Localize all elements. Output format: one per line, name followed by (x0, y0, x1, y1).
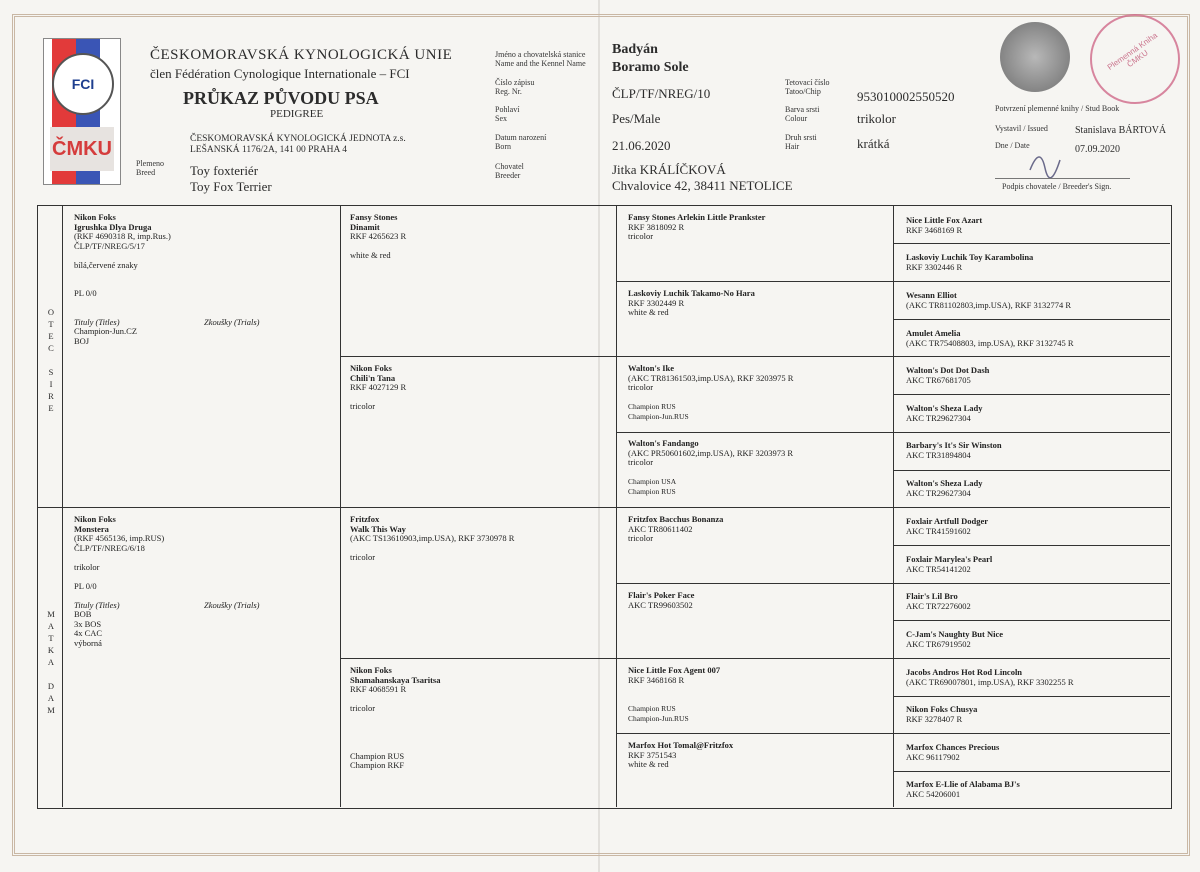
cmku-logo-icon: ČMKU (50, 127, 114, 171)
gen4-cell-12: C-Jam's Naughty But Nice AKC TR67919502 (906, 629, 1004, 649)
breed-en: Toy Fox Terrier (190, 179, 272, 194)
sex-label: Pohlaví Sex (495, 105, 520, 123)
org-member: člen Fédération Cynologique Internationale – FCI (150, 66, 410, 81)
dog-name2: Boramo Sole (612, 60, 689, 75)
gen2-cell-3: Fritzfox Walk This Way (AKC TS13610903,imp.USA), RKF 3730978 R tricolor (350, 514, 515, 562)
issued-by: Stanislava BÁRTOVÁ (1075, 125, 1167, 136)
issue-date: 07.09.2020 (1075, 144, 1120, 155)
gen3-cell-2: Laskoviy Luchik Takamo-No Hara RKF 3302449 R white & red (628, 288, 755, 317)
issued-label: Vystavil / Issued (995, 124, 1048, 133)
gen4-cell-14: Nikon Foks Chusya RKF 3278407 R (906, 704, 978, 724)
breeder-address: Chvalovice 42, 38411 NETOLICE (612, 178, 793, 193)
gen4-cell-2: Laskoviy Luchik Toy Karambolina RKF 3302446 R (906, 252, 1034, 272)
org-name: ČESKOMORAVSKÁ KYNOLOGICKÁ UNIE (150, 47, 453, 63)
breeder-name: Jitka KRÁLÍČKOVÁ (612, 162, 726, 177)
hologram-icon (1000, 22, 1070, 92)
name-label: Jméno a chovatelská stanice Name and the Kennel Name (495, 50, 586, 68)
gen3-cell-7: Nice Little Fox Agent 007 RKF 3468168 R Champion RUS Champion-Jun.RUS (628, 665, 721, 723)
sire-cell: Nikon Foks Igrushka Dlya Druga (RKF 4690318 R, imp.Rus.) ČLP/TF/NREG/5/17 bílá,červené znaky PL 0/0 Tituly (Titles) Zkoušky (Trials) Champion-Jun.CZ BOJ (74, 212, 260, 346)
gen3-cell-1: Fansy Stones Arlekin Little Prankster RKF 3818092 R tricolor (628, 212, 766, 241)
breeder-sign-label: Podpis chovatele / Breeder's Sign. (1002, 182, 1112, 191)
gen4-cell-8: Walton's Sheza Lady AKC TR29627304 (906, 478, 983, 498)
gen3-cell-4: Walton's Fandango (AKC PR50601602,imp.USA), RKF 3203973 R tricolor Champion USA Champion RUS (628, 438, 794, 496)
gen4-cell-4: Amulet Amelia (AKC TR75408803, imp.USA), RKF 3132745 R (906, 328, 1074, 348)
gen4-cell-13: Jacobs Andros Hot Rod Lincoln (AKC TR69007801, imp.USA), RKF 3302255 R (906, 667, 1074, 687)
date-label: Dne / Date (995, 141, 1030, 150)
gen4-cell-1: Nice Little Fox Azart RKF 3468169 R (906, 215, 983, 235)
jednota-address: LEŠANSKÁ 1176/2A, 141 00 PRAHA 4 (190, 145, 347, 155)
gen2-cell-2: Nikon Foks Chili'n Tana RKF 4027129 R tricolor (350, 363, 407, 411)
dog-name1: Badyán (612, 42, 658, 57)
dog-hair: krátká (857, 136, 890, 151)
chip-label: Tetovací číslo Tatoo/Chip (785, 78, 830, 96)
pedigree-table (37, 205, 1172, 809)
gen4-cell-3: Wesann Elliot (AKC TR81102803,imp.USA), RKF 3132774 R (906, 290, 1072, 310)
gen4-cell-5: Walton's Dot Dot Dash AKC TR67681705 (906, 365, 990, 385)
dog-colour: trikolor (857, 111, 896, 126)
signature-icon (1020, 140, 1080, 180)
dog-born: 21.06.2020 (612, 138, 671, 153)
dog-reg: ČLP/TF/NREG/10 (612, 86, 711, 101)
dog-sex: Pes/Male (612, 111, 661, 126)
hair-label: Druh srsti Hair (785, 133, 817, 151)
page-title: PRŮKAZ PŮVODU PSA (183, 88, 379, 108)
gen2-cell-4: Nikon Foks Shamahanskaya Tsaritsa RKF 4068591 R tricolor Champion RUS Champion RKF (350, 665, 441, 770)
gen4-cell-6: Walton's Sheza Lady AKC TR29627304 (906, 403, 983, 423)
gen4-cell-16: Marfox E-Llie of Alabama BJ's AKC 54206001 (906, 779, 1020, 799)
gen3-cell-6: Flair's Poker Face AKC TR99603502 (628, 590, 695, 610)
gen2-cell-1: Fansy Stones Dinamit RKF 4265623 R white & red (350, 212, 407, 260)
gen4-cell-9: Foxlair Artfull Dodger AKC TR41591602 (906, 516, 988, 536)
gen4-cell-15: Marfox Chances Precious AKC 96117902 (906, 742, 1000, 762)
gen3-cell-3: Walton's Ike (AKC TR81361503,imp.USA), RKF 3203975 R tricolor Champion RUS Champion-Jun.RUS (628, 363, 794, 421)
sire-side-label: O T E C S I R E (47, 307, 55, 413)
page-subtitle: PEDIGREE (270, 108, 324, 120)
gen4-cell-11: Flair's Lil Bro AKC TR72276002 (906, 591, 971, 611)
fci-globe-icon: FCI (52, 53, 114, 115)
dog-chip: 953010002550520 (857, 89, 955, 104)
dam-cell: Nikon Foks Monstera (RKF 4565136, imp.RUS) ČLP/TF/NREG/6/18 trikolor PL 0/0 Tituly (Titles) Zkoušky (Trials) BOB 3x BOS 4x CAC výborná (74, 514, 260, 648)
gen4-cell-10: Foxlair Marylea's Pearl AKC TR54141202 (906, 554, 993, 574)
breed-cz: Toy foxteriér (190, 163, 259, 178)
studbook-confirm-label: Potvrzení plemenné knihy / Stud Book (995, 104, 1120, 113)
fci-cmku-logo (43, 38, 121, 185)
born-label: Datum narození Born (495, 133, 547, 151)
jednota-name: ČESKOMORAVSKÁ KYNOLOGICKÁ JEDNOTA z.s. (190, 134, 406, 144)
reg-label: Číslo zápisu Reg. Nr. (495, 78, 535, 96)
gen4-cell-7: Barbary's It's Sir Winston AKC TR31894804 (906, 440, 1002, 460)
breed-label: Plemeno Breed (136, 159, 164, 177)
gen3-cell-8: Marfox Hot Tomal@Fritzfox RKF 3751543 white & red (628, 740, 734, 769)
colour-label: Barva srsti Colour (785, 105, 820, 123)
dam-side-label: M A T K A D A M (47, 609, 55, 715)
studbook-stamp-icon: Plemenná Kniha ČMKU (1090, 14, 1180, 104)
gen3-cell-5: Fritzfox Bacchus Bonanza AKC TR80611402 tricolor (628, 514, 724, 543)
breeder-label: Chovatel Breeder (495, 162, 524, 180)
